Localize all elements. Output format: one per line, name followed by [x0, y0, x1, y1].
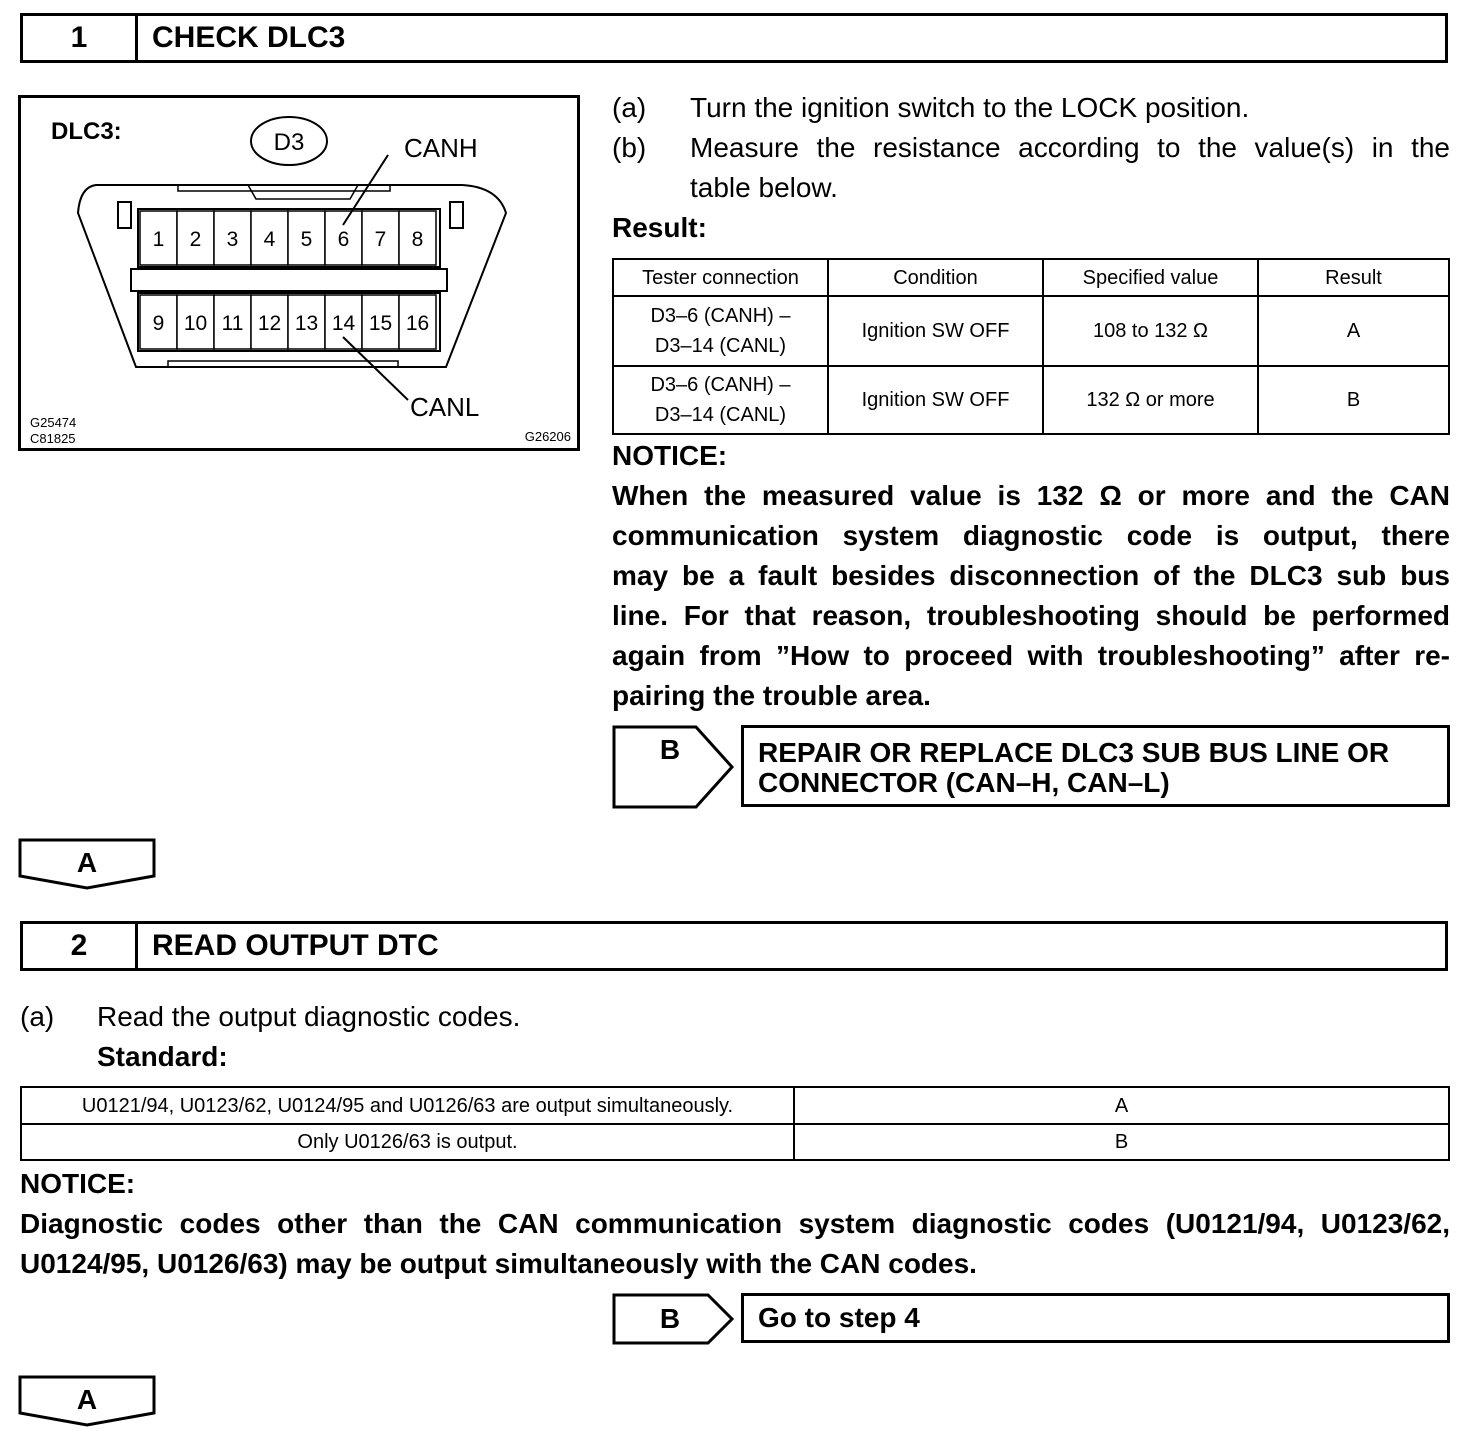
specified-value-cell: 132 Ω or more [1043, 366, 1258, 434]
condition-cell: Ignition SW OFF [828, 366, 1043, 434]
step-title: CHECK DLC3 [152, 21, 346, 54]
pin-number: 15 [368, 312, 393, 335]
connection-line-1: D3–6 (CANH) – [650, 374, 791, 396]
pin-number: 5 [300, 228, 313, 251]
pin-number: 10 [183, 312, 208, 335]
figure-code-3: G26206 [524, 429, 571, 444]
result-cell: A [1258, 296, 1449, 366]
connection-line-1: D3–6 (CANH) – [650, 305, 791, 327]
step-1-header [20, 13, 1448, 63]
header-condition: Condition [828, 259, 1043, 296]
table-row [21, 1124, 1449, 1160]
notice-line: communication system diagnostic code is output, there [612, 520, 1450, 551]
branch-b-result-box [741, 725, 1450, 807]
description-cell: U0121/94, U0123/62, U0124/95 and U0126/63 are output simultaneously. [21, 1087, 794, 1124]
figure-label: DLC3: [51, 118, 122, 145]
tester-connection-cell [613, 296, 828, 366]
pin-number: 4 [263, 228, 276, 251]
instruction-a-marker: (a) [612, 92, 647, 123]
step-2-header [20, 921, 1448, 971]
figure-code-1: G25474 [30, 415, 77, 430]
step2-instruction-marker: (a) [20, 1001, 55, 1032]
step2-branch-a-label: A [76, 1384, 98, 1415]
figure-code-2: C81825 [30, 431, 76, 446]
step-number: 2 [23, 924, 138, 968]
canh-label: CANH [404, 133, 478, 163]
notice-line: When the measured value is 132 Ω or more and the CAN [612, 480, 1450, 511]
description-cell: Only U0126/63 is output. [21, 1124, 794, 1160]
table-header-row [613, 259, 1449, 296]
notice-line: line. For that reason, troubleshooting should be performed [612, 600, 1450, 631]
notice-line: again from ”How to proceed with troubleshooting” after re- [612, 640, 1450, 671]
result-cell: B [794, 1124, 1449, 1160]
pin-number: 8 [411, 228, 424, 251]
step2-notice-line: U0124/95, U0126/63) may be output simultaneously with the CAN codes. [20, 1248, 977, 1279]
left-latch [118, 202, 131, 228]
canl-label: CANL [410, 392, 480, 422]
specified-value-cell: 108 to 132 Ω [1043, 296, 1258, 366]
pin-number: 13 [294, 312, 319, 335]
pin-number: 9 [152, 312, 165, 335]
step2-notice-label: NOTICE: [20, 1168, 136, 1199]
notice-label: NOTICE: [612, 440, 728, 471]
branch-a-arrow [18, 838, 158, 890]
pin-number: 1 [152, 228, 165, 251]
notice-line: may be a fault besides disconnection of the DLC3 sub bus [612, 560, 1450, 591]
step2-instruction-text: Read the output diagnostic codes. [97, 1001, 521, 1032]
pin-number: 16 [405, 312, 430, 335]
step-number: 1 [23, 16, 138, 60]
step2-notice-line: Diagnostic codes other than the CAN communication system diagnostic codes (U0121/94, U0123/62, [20, 1208, 1450, 1239]
step-title: READ OUTPUT DTC [152, 929, 439, 962]
condition-cell: Ignition SW OFF [828, 296, 1043, 366]
pin-number: 11 [221, 312, 244, 335]
result-cell: A [794, 1087, 1449, 1124]
tester-connection-cell [613, 366, 828, 434]
dlc3-connector-figure [18, 95, 582, 453]
connector-id: D3 [273, 129, 305, 156]
result-label: Result: [612, 212, 707, 243]
step2-branch-a-arrow [18, 1375, 158, 1427]
connection-line-2: D3–14 (CANL) [654, 335, 787, 357]
header-specified-value: Specified value [1043, 259, 1258, 296]
instruction-b-text-line1: Measure the resistance according to the value(s) in the [690, 132, 1450, 163]
step2-branch-b-label: B [659, 1303, 681, 1334]
step2-branch-b-result-box [741, 1293, 1450, 1343]
branch-b-result-line1: REPAIR OR REPLACE DLC3 SUB BUS LINE OR [758, 737, 1390, 768]
branch-b-label: B [659, 734, 681, 765]
pin-number: 3 [226, 228, 239, 251]
center-divider [131, 269, 447, 291]
right-latch [450, 202, 463, 228]
standard-label: Standard: [97, 1041, 228, 1072]
pin-number: 7 [374, 228, 387, 251]
instruction-b-marker: (b) [612, 132, 647, 163]
branch-b-result-line2: CONNECTOR (CAN–H, CAN–L) [758, 767, 1170, 798]
branch-a-label: A [76, 847, 98, 878]
pin-number: 2 [189, 228, 202, 251]
pin-number: 12 [257, 312, 282, 335]
table-row [613, 366, 1449, 434]
step2-branch-b-result-text: Go to step 4 [758, 1302, 920, 1333]
result-cell: B [1258, 366, 1449, 434]
standard-table [20, 1086, 1450, 1161]
instruction-a-text: Turn the ignition switch to the LOCK position. [690, 92, 1250, 123]
table-row [21, 1087, 1449, 1124]
header-result: Result [1258, 259, 1449, 296]
connection-line-2: D3–14 (CANL) [654, 404, 787, 426]
result-table [612, 258, 1450, 435]
instruction-b-text-line2: table below. [690, 172, 838, 203]
pin-number: 14 [331, 312, 356, 335]
step2-branch-b-arrow [612, 1293, 736, 1345]
branch-b-arrow [612, 725, 736, 809]
pin-number: 6 [337, 228, 350, 251]
header-tester-connection: Tester connection [613, 259, 828, 296]
table-row [613, 296, 1449, 366]
notice-line: pairing the trouble area. [612, 680, 931, 711]
